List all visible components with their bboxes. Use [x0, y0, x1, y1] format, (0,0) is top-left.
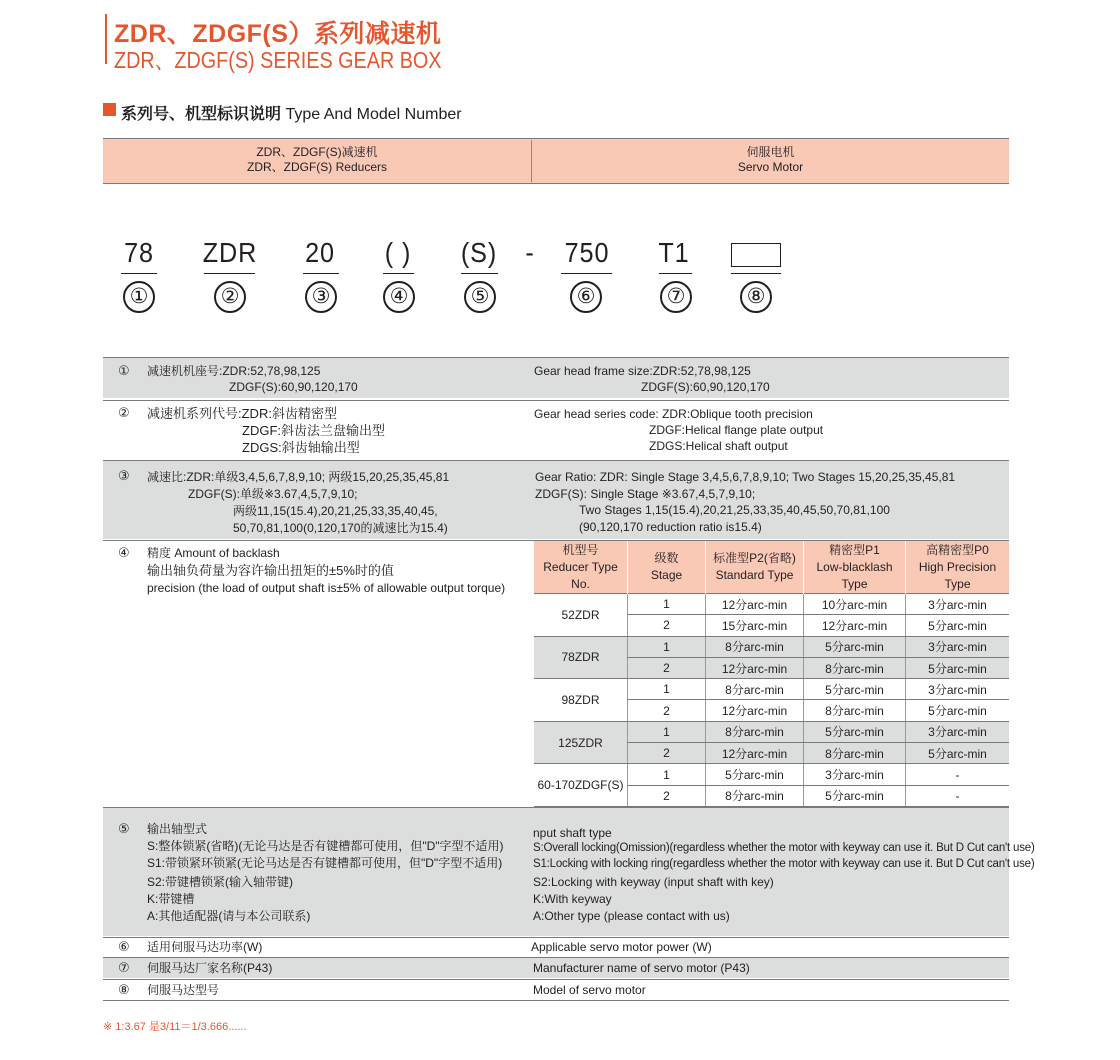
item-5-cn-line4: S2:带键槽锁紧(输入轴带键) [147, 875, 294, 889]
section-marker [103, 103, 116, 116]
item-2-cn-line2: ZDGF:斜齿法兰盘输出型 [242, 423, 385, 438]
col-p1-cn: 精密型P1 [829, 542, 880, 557]
col-p0-cn: 高精密型P0 [926, 542, 989, 557]
col-model-cn: 机型号 [562, 542, 599, 557]
col-p2 [706, 541, 804, 594]
p1-cell: 8分arc-min [804, 700, 906, 721]
col-p1 [804, 541, 906, 594]
section-title-cn: 系列号、机型标识说明 [121, 106, 282, 123]
col-p2-en: Standard Type [715, 568, 794, 582]
p2-cell: 5分arc-min [706, 764, 804, 785]
table-row [534, 721, 1009, 742]
item-5-en-line4: S2:Locking with keyway (input shaft with key) [533, 875, 774, 889]
p2-cell: 12分arc-min [706, 657, 804, 678]
item-3-number: ③ [118, 468, 130, 483]
item-4-cn-line2: 输出轴负荷量为容许输出扭矩的±5%时的值 [147, 563, 394, 578]
item-7-number: ⑦ [118, 960, 130, 975]
p2-cell: 8分arc-min [706, 785, 804, 806]
item-2-en-line3: ZDGS:Helical shaft output [649, 439, 788, 453]
p1-cell: 8分arc-min [804, 743, 906, 764]
item-1-cn-line1: 减速机机座号:ZDR:52,78,98,125 [147, 364, 321, 378]
model-cell: 60-170ZDGF(S) [534, 764, 628, 807]
item-4-cn-line1: 精度 Amount of backlash [147, 546, 280, 560]
code-dash: - [525, 237, 535, 268]
col-model-en: Reducer Type No. [543, 559, 618, 591]
model-cell: 98ZDR [534, 679, 628, 722]
item-6-cn: 适用伺服马达功率(W) [147, 940, 263, 954]
header-servo-motor [532, 145, 1009, 175]
code-number-1: ① [123, 281, 155, 313]
code-number-6: ⑥ [570, 281, 602, 313]
model-cell: 78ZDR [534, 636, 628, 679]
p2-cell: 8分arc-min [706, 636, 804, 657]
code-number-4: ④ [383, 281, 415, 313]
col-p2-cn: 标准型P2(省略) [713, 551, 796, 565]
stage-cell: 2 [628, 657, 706, 678]
p1-cell: 3分arc-min [804, 764, 906, 785]
stage-cell: 2 [628, 743, 706, 764]
row-divider [103, 1000, 1009, 1001]
p0-cell: - [906, 785, 1010, 806]
stage-cell: 1 [628, 679, 706, 700]
p0-cell: 3分arc-min [906, 594, 1010, 615]
code-part-6: 750 [564, 237, 610, 268]
item-3-cn-line4: 50,70,81,100(0,120,170的减速比为15.4) [233, 521, 448, 535]
item-5-cn-line1: 输出轴型式 [147, 822, 208, 836]
header-reducers [103, 145, 531, 175]
item-3-cn-line2: ZDGF(S):单级※3.67,4,5,7,9,10; [188, 487, 358, 501]
model-cell: 52ZDR [534, 594, 628, 637]
item-8-en: Model of servo motor [533, 983, 646, 997]
item-1-en-line2: ZDGF(S):60,90,120,170 [641, 380, 770, 394]
stage-cell: 1 [628, 721, 706, 742]
col-p0 [906, 541, 1010, 594]
p1-cell: 5分arc-min [804, 785, 906, 806]
code-number-7: ⑦ [660, 281, 692, 313]
code-underline-8 [731, 273, 781, 274]
row-divider [103, 400, 1009, 401]
item-6-number: ⑥ [118, 939, 130, 954]
stage-cell: 1 [628, 764, 706, 785]
p2-cell: 12分arc-min [706, 700, 804, 721]
col-stage-en: Stage [650, 568, 683, 582]
code-underline-7 [659, 273, 692, 274]
code-part-7: T1 [658, 237, 690, 268]
item-3-en-line2: ZDGF(S): Single Stage ※3.67,4,5,7,9,10; [535, 487, 756, 501]
col-stage-cn: 级数 [654, 551, 679, 565]
p1-cell: 8分arc-min [804, 657, 906, 678]
item-1-number: ① [118, 363, 130, 378]
item-8-number: ⑧ [118, 982, 130, 997]
p1-cell: 12分arc-min [804, 615, 906, 636]
p0-cell: - [906, 764, 1010, 785]
p1-cell: 5分arc-min [804, 721, 906, 742]
item-1-en-line1: Gear head frame size:ZDR:52,78,98,125 [534, 364, 751, 378]
code-part-2: ZDR [202, 237, 258, 268]
code-part-1: 78 [124, 237, 154, 268]
p0-cell: 5分arc-min [906, 615, 1010, 636]
p0-cell: 3分arc-min [906, 721, 1010, 742]
code-blank-box [731, 243, 781, 267]
stage-cell: 1 [628, 594, 706, 615]
table-row [534, 636, 1009, 657]
code-underline-2 [204, 273, 255, 274]
code-underline-1 [121, 273, 157, 274]
item-7-en: Manufacturer name of servo motor (P43) [533, 961, 750, 975]
p1-cell: 5分arc-min [804, 679, 906, 700]
item-5-en-line6: A:Other type (please contact with us) [533, 909, 730, 923]
item-3-en-line1: Gear Ratio: ZDR: Single Stage 3,4,5,6,7,8,9,10; Two Stages 15,20,25,35,45,81 [535, 470, 956, 484]
item-5-cn-line6: A:其他适配器(请与本公司联系) [147, 909, 311, 923]
item-5-en-line5: K:With keyway [533, 892, 612, 906]
p2-cell: 15分arc-min [706, 615, 804, 636]
item-4-en-line1: precision (the load of output shaft is±5% of allowable output torque) [147, 581, 506, 595]
code-part-5: (S) [460, 237, 498, 268]
code-part-4: ( ) [384, 237, 412, 268]
p1-cell: 5分arc-min [804, 636, 906, 657]
code-underline-4 [383, 273, 414, 274]
model-cell: 125ZDR [534, 721, 628, 764]
row-divider [103, 979, 1009, 980]
stage-cell: 2 [628, 615, 706, 636]
p0-cell: 5分arc-min [906, 743, 1010, 764]
p2-cell: 12分arc-min [706, 743, 804, 764]
item-5-cn-line2: S:整体锁紧(省略)(无论马达是否有键槽都可使用，但"D"字型不适用) [147, 839, 504, 853]
p1-cell: 10分arc-min [804, 594, 906, 615]
backlash-table [534, 541, 1009, 807]
item-6-en: Applicable servo motor power (W) [531, 940, 712, 954]
stage-cell: 1 [628, 636, 706, 657]
page-title-cn: ZDR、ZDGF(S）系列减速机 [114, 20, 442, 48]
table-row [534, 679, 1009, 700]
item-8-cn: 伺服马达型号 [147, 983, 220, 997]
item-3-cn-line3: 两级11,15(15.4),20,21,25,33,35,40,45, [233, 504, 438, 518]
item-4-number: ④ [118, 545, 130, 560]
item-5-cn-line5: K:带键槽 [147, 892, 195, 906]
stage-cell: 2 [628, 700, 706, 721]
title-accent-bar [105, 14, 107, 64]
p2-cell: 12分arc-min [706, 594, 804, 615]
item-5-en-line3: S1:Locking with locking ring(regardless whether the motor with keyway can use it. But D Cut can't use) [533, 858, 1035, 870]
section-title [121, 101, 462, 124]
code-number-2: ② [214, 281, 246, 313]
col-stage [628, 541, 706, 594]
p0-cell: 3分arc-min [906, 679, 1010, 700]
p2-cell: 8分arc-min [706, 679, 804, 700]
col-model [534, 541, 628, 594]
p2-cell: 8分arc-min [706, 721, 804, 742]
backlash-table-header [534, 541, 1009, 594]
header-reducers-en: ZDR、ZDGF(S) Reducers [246, 160, 387, 174]
code-underline-6 [561, 273, 612, 274]
code-part-3: 20 [305, 237, 335, 268]
code-underline-5 [461, 273, 498, 274]
item-2-en-line1: Gear head series code: ZDR:Oblique tooth precision [534, 407, 813, 421]
item-2-number: ② [118, 405, 130, 420]
header-reducers-cn: ZDR、ZDGF(S)减速机 [256, 145, 378, 159]
item-2-en-line2: ZDGF:Helical flange plate output [649, 423, 824, 437]
header-servo-en: Servo Motor [737, 160, 804, 174]
item-7-cn: 伺服马达厂家名称(P43) [147, 961, 273, 975]
footnote: ※ 1:3.67 是3/11＝1/3.666...... [103, 1021, 247, 1033]
stage-cell: 2 [628, 785, 706, 806]
item-3-en-line4: (90,120,170 reduction ratio is15.4) [579, 520, 762, 534]
code-number-3: ③ [305, 281, 337, 313]
p0-cell: 5分arc-min [906, 700, 1010, 721]
section-title-en: Type And Model Number [285, 106, 462, 123]
code-number-8: ⑧ [740, 281, 772, 313]
item-3-cn-line1: 减速比:ZDR:单级3,4,5,6,7,8,9,10; 两级15,20,25,35,45,81 [147, 470, 450, 484]
table-row [534, 764, 1009, 785]
item-1-cn-line2: ZDGF(S):60,90,120,170 [229, 380, 358, 394]
p0-cell: 5分arc-min [906, 657, 1010, 678]
col-p0-en: High Precision Type [918, 559, 997, 591]
row-divider [103, 937, 1009, 938]
item-5-en-line2: S:Overall locking(Omission)(regardless whether the motor with keyway can use it. But D Cut can't use) [533, 842, 1035, 854]
item-5-en-line1: nput shaft type [533, 826, 612, 840]
item-3-en-line3: Two Stages 1,15(15.4),20,21,25,33,35,40,45,50,70,81,100 [579, 503, 890, 517]
item-5-number: ⑤ [118, 821, 130, 836]
item-2-cn-line1: 减速机系列代号:ZDR:斜齿精密型 [147, 406, 337, 421]
header-servo-cn: 伺服电机 [746, 145, 795, 159]
col-p1-en: Low-blacklash Type [816, 559, 893, 591]
table-row [534, 594, 1009, 615]
code-number-5: ⑤ [464, 281, 496, 313]
p0-cell: 3分arc-min [906, 636, 1010, 657]
item-2-cn-line3: ZDGS:斜齿轴输出型 [242, 440, 360, 455]
page-title-en: ZDR、ZDGF(S) SERIES GEAR BOX [114, 47, 442, 73]
item-5-cn-line3: S1:带锁紧环锁紧(无论马达是否有键槽都可使用，但"D"字型不适用) [147, 856, 503, 870]
code-underline-3 [303, 273, 339, 274]
